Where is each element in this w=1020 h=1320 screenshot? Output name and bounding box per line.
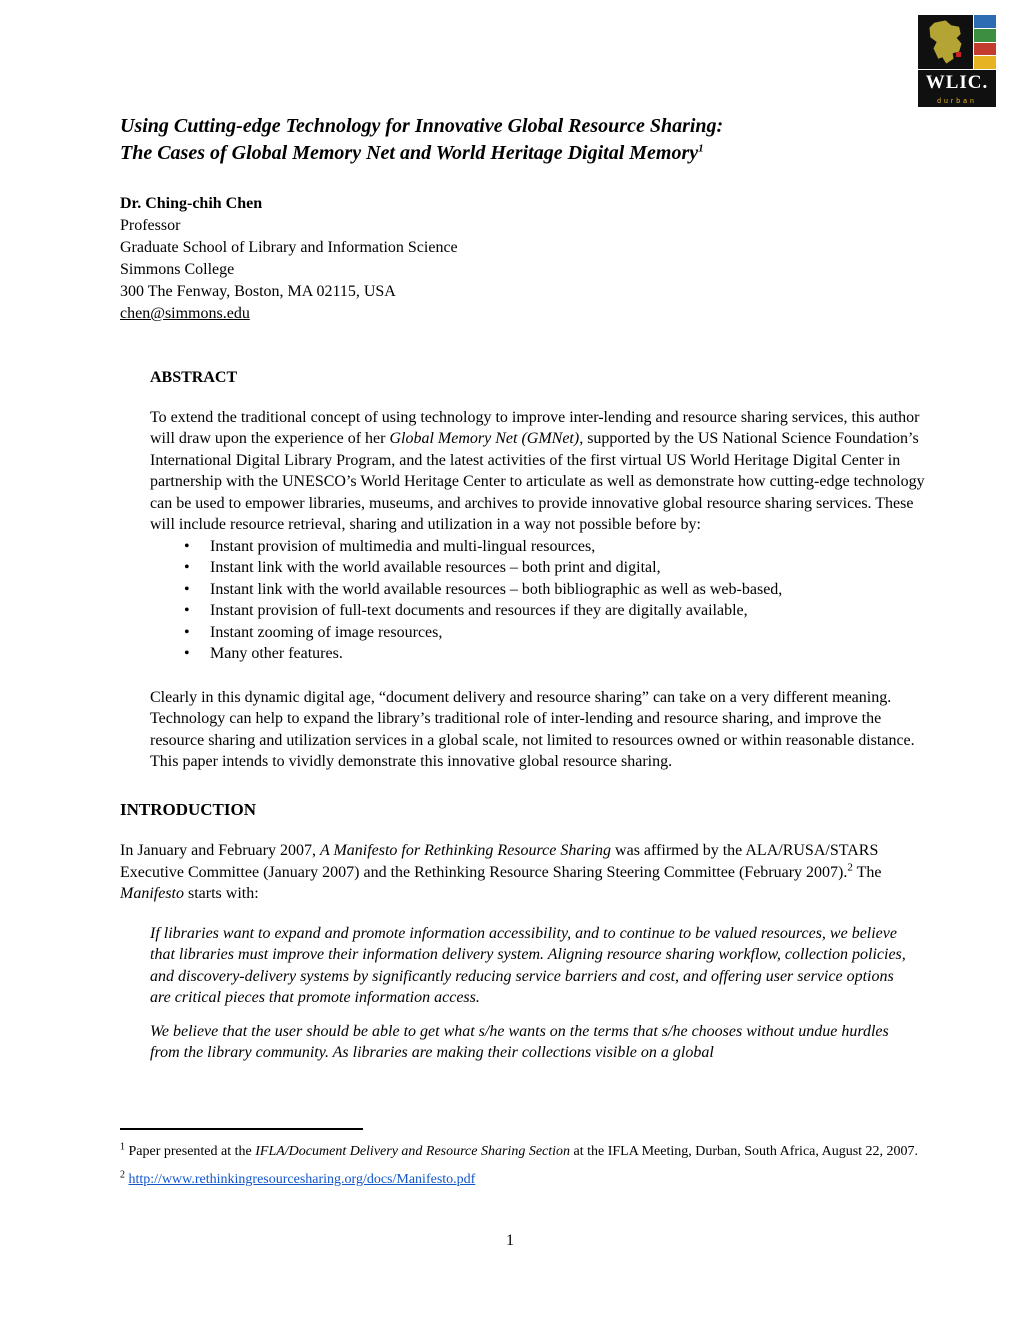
abstract-p1-text-a: To extend the traditional concept of using technology to improve inter-lending and resource sharing services, this author will draw upon the experience of her	[150, 408, 920, 447]
stripe-red	[974, 43, 996, 56]
footnote-1	[120, 1142, 926, 1161]
abstract-paragraph-1	[150, 407, 926, 536]
wlic-logo-text: WLIC.	[918, 70, 996, 96]
page-number: 1	[506, 1232, 514, 1249]
abstract-heading: ABSTRACT	[150, 369, 238, 386]
manifesto-url-link[interactable]: http://www.rethinkingresourcesharing.org/docs/Manifesto.pdf	[128, 1172, 476, 1187]
intro-text-a: In January and February 2007,	[120, 842, 320, 859]
bullet-item-text: Instant provision of multimedia and multi-lingual resources,	[210, 537, 596, 555]
wlic-logo	[918, 15, 996, 107]
stripe-green	[974, 29, 996, 42]
bullet-item	[182, 600, 926, 622]
bullet-item	[182, 622, 926, 644]
footnote-area	[120, 1128, 926, 1189]
author-block	[120, 193, 926, 325]
abstract-gmnet-italic: Global Memory Net (GMNet),	[389, 430, 584, 447]
logo-top-row	[918, 15, 996, 69]
footnote-1-text-c: at the IFLA Meeting, Durban, South Africa, August 22, 2007.	[570, 1144, 919, 1159]
author-role: Professor	[120, 217, 181, 234]
africa-map-icon	[918, 15, 973, 69]
bullet-item	[182, 536, 926, 558]
author-school: Graduate School of Library and Information Science	[120, 239, 458, 256]
title-line2: The Cases of Global Memory Net and World Heritage Digital Memory	[120, 142, 699, 164]
manifesto-quote-2: We believe that the user should be able to get what s/he wants on the terms that s/he chooses without undue hurdles from the library community. As libraries are making their collections visible on a global	[150, 1022, 889, 1061]
title-line1: Using Cutting-edge Technology for Innovative Global Resource Sharing:	[120, 115, 724, 137]
intro-text-f: starts with:	[184, 885, 259, 902]
bullet-item-text: Instant zooming of image resources,	[210, 623, 443, 641]
stripe-blue	[974, 15, 996, 28]
africa-silhouette	[921, 18, 970, 66]
footnote-separator	[120, 1128, 363, 1130]
wlic-logo-city: durban	[918, 96, 996, 107]
abstract-bullet-list	[182, 536, 926, 665]
footnote-1-section-italic: IFLA/Document Delivery and Resource Sharing Section	[255, 1144, 571, 1159]
footnote-2	[120, 1170, 926, 1189]
footnote-1-text-a: Paper presented at the	[125, 1144, 256, 1159]
stripe-yellow	[974, 56, 996, 69]
paper-title	[120, 113, 926, 167]
manifesto-word-italic: Manifesto	[120, 885, 184, 902]
bullet-item-text: Instant provision of full-text documents and resources if they are digitally available,	[210, 602, 748, 619]
bullet-item-text: Instant link with the world available resources – both print and digital,	[210, 559, 661, 576]
bullet-item	[182, 643, 926, 665]
abstract-paragraph-2: Clearly in this dynamic digital age, “document delivery and resource sharing” can take on a very different meaning. Technology can help to expand the library’s traditional role of inter-lending and resource sharing, and improve the resource sharing and utilization services in a global scale, not limited to resources owned or within reasonable distance. This paper intends to vividly demonstrate this innovative global resource sharing.	[150, 688, 915, 770]
intro-text-d: The	[852, 863, 882, 881]
abstract-p1-text-c: supported by the US National Science Foundation’s International Digital Library Program, and the latest activities of the first virtual US World Heritage Digital Center in partnership with the UNESCO’s World Heritage Center to articulate as well as demonstrate how cutting-edge technology can be used to empower libraries, museums, and archives to provide innovative global resource sharing services. These will include resource retrieval, sharing and utilization in a way not possible before by:	[150, 430, 925, 533]
manifesto-quote-1: If libraries want to expand and promote information accessibility, and to continue to be valued resources, we believe that libraries must improve their information delivery system. Aligning resource sharing workflow, collection policies, and discovery-delivery systems by significantly reducing service barriers and cost, and offering user service options are critical pieces that promote information access.	[150, 924, 906, 1006]
author-college: Simmons College	[120, 261, 235, 278]
intro-footnote-ref: 2	[847, 861, 853, 874]
introduction-paragraph	[120, 840, 926, 905]
author-email-link[interactable]: chen@simmons.edu	[120, 305, 250, 322]
durban-location-dot	[956, 52, 961, 57]
author-name: Dr. Ching-chih Chen	[120, 195, 263, 212]
footnote-2-number: 2	[120, 1169, 125, 1181]
bullet-item	[182, 579, 926, 601]
logo-color-stripes	[974, 15, 996, 69]
bullet-item-text: Many other features.	[210, 645, 343, 662]
footnote-1-number: 1	[120, 1141, 125, 1153]
intro-text-c: was affirmed by the ALA/RUSA/STARS Executive Committee (January 2007) and the Rethinking Resource Sharing Steering Committee (February 2007).	[120, 842, 879, 881]
manifesto-title-italic: A Manifesto for Rethinking Resource Sharing	[319, 842, 612, 859]
title-footnote-ref: 1	[698, 142, 704, 155]
introduction-heading: INTRODUCTION	[120, 799, 257, 819]
author-address: 300 The Fenway, Boston, MA 02115, USA	[120, 283, 396, 300]
bullet-item	[182, 557, 926, 579]
bullet-item-text: Instant link with the world available resources – both bibliographic as well as web-based,	[210, 580, 783, 598]
